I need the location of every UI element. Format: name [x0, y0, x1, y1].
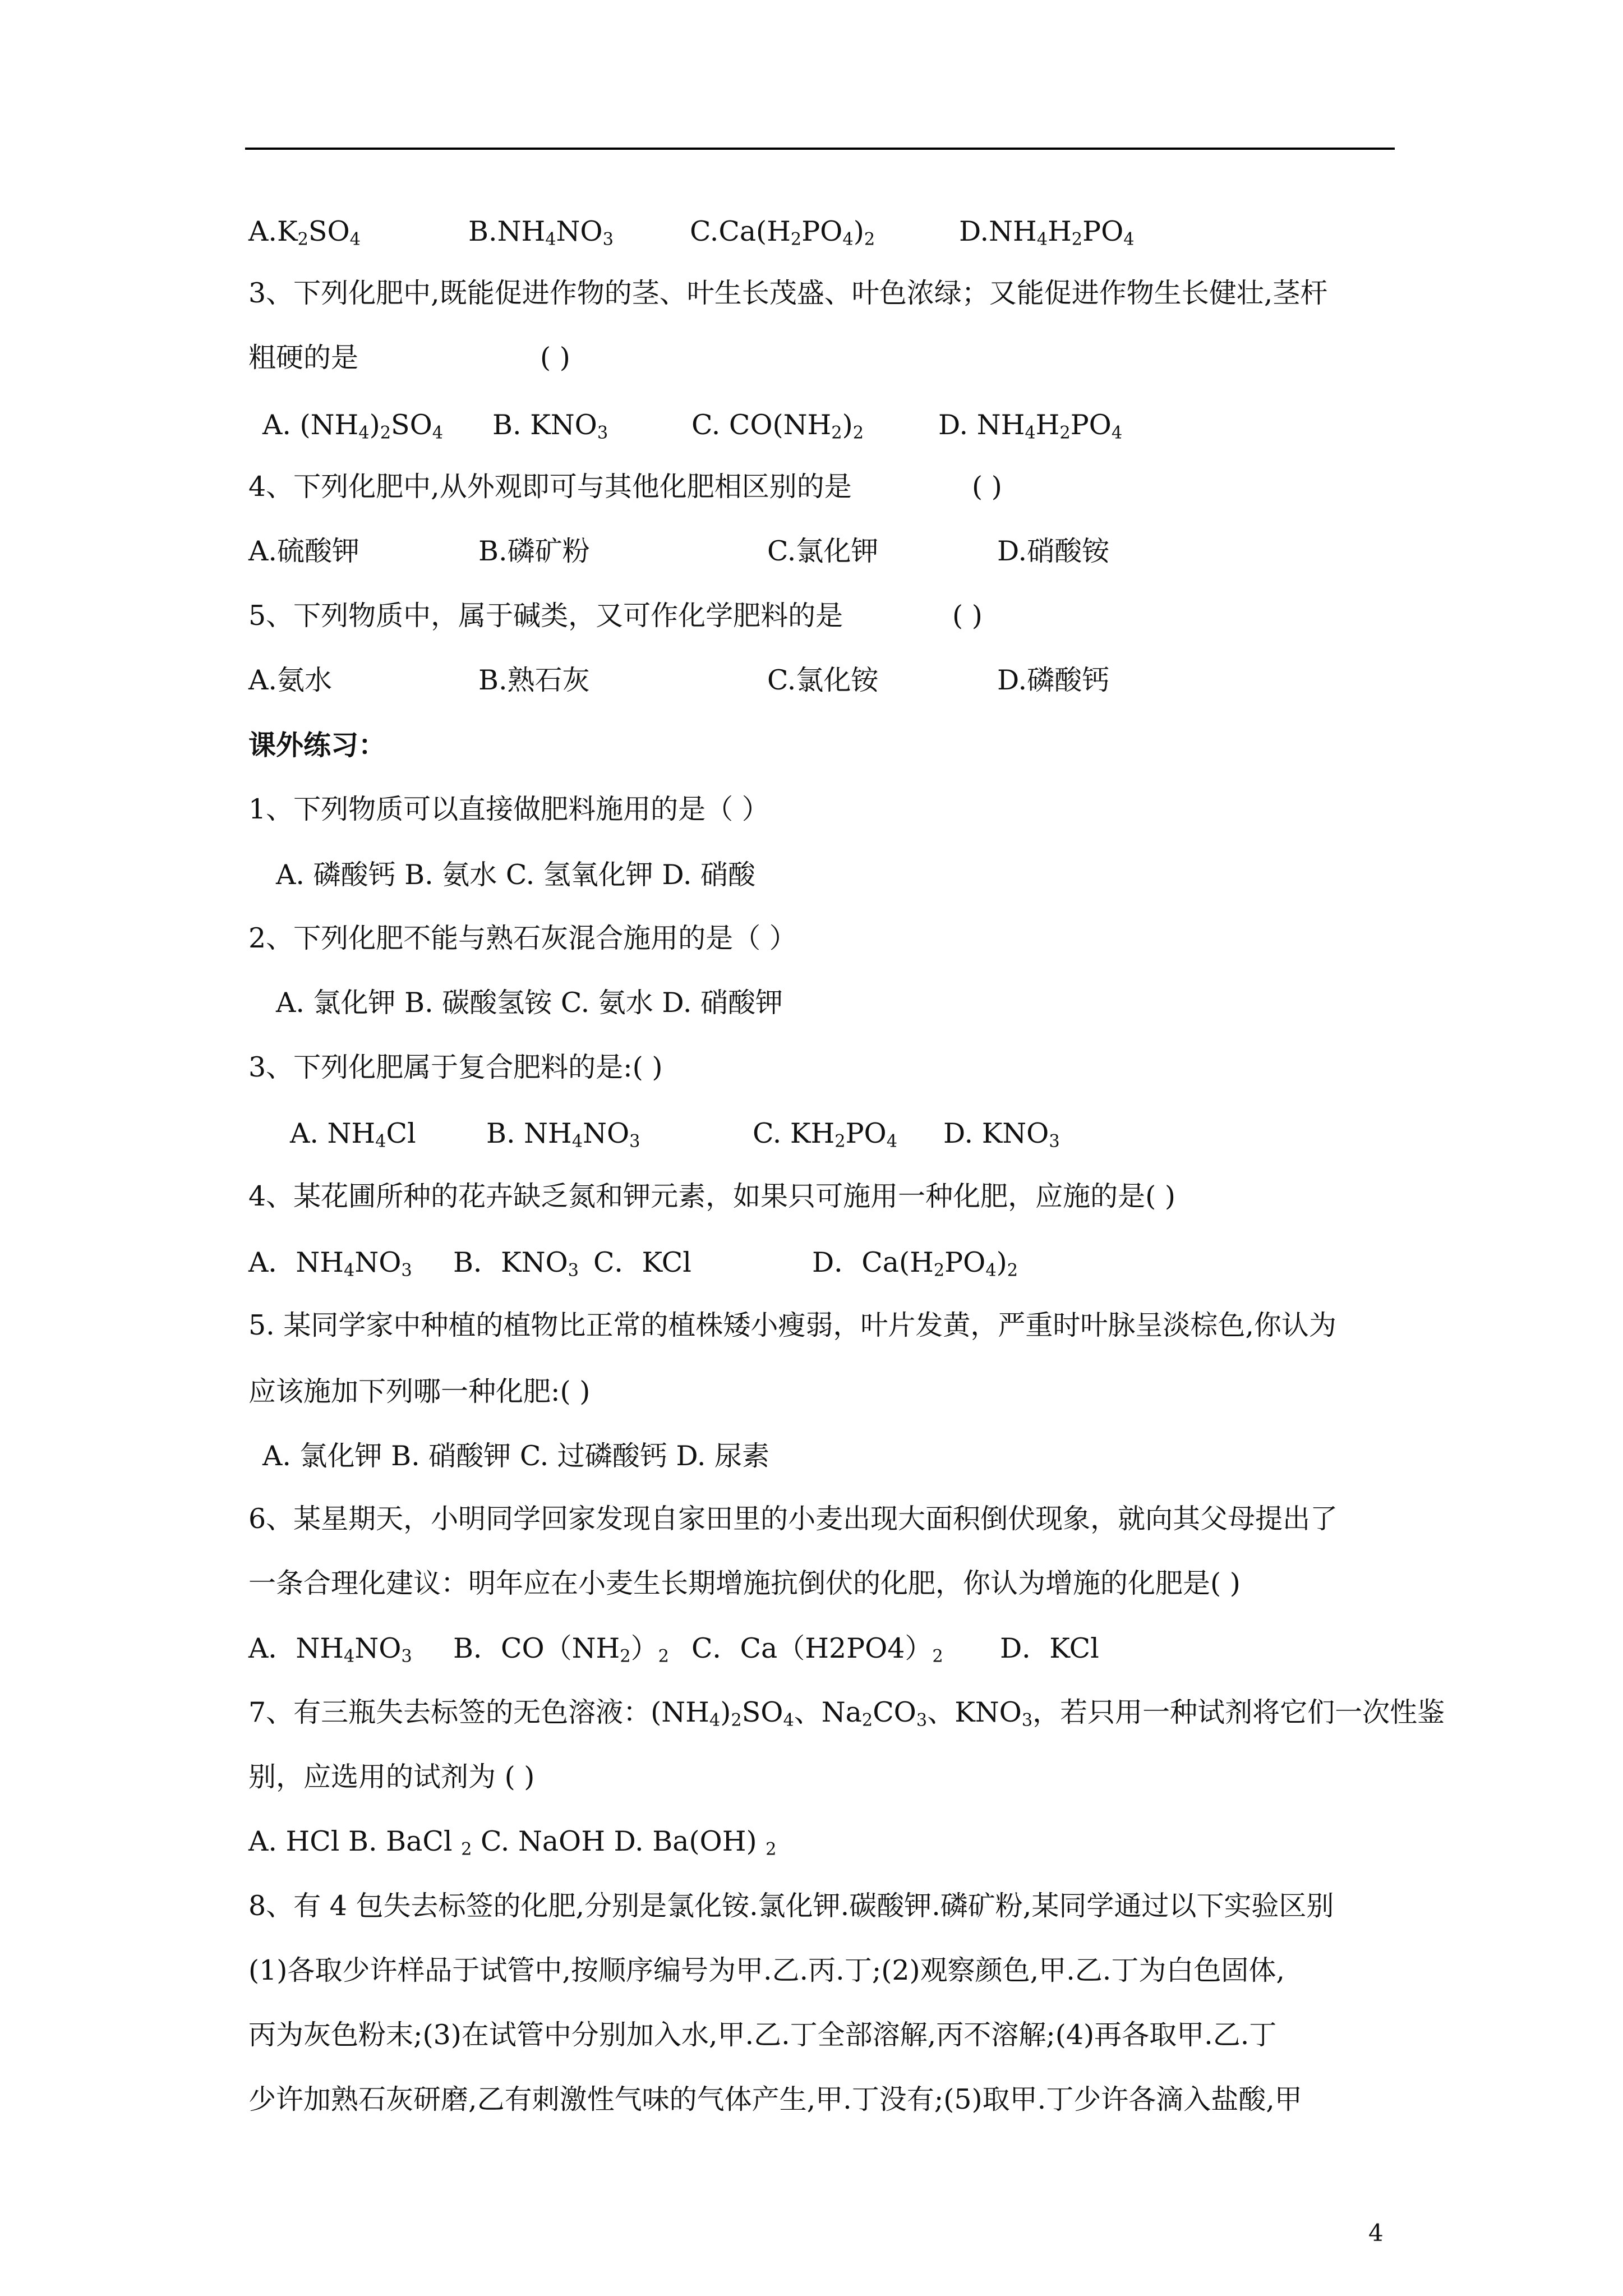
exercise-5-text: 5. 某同学家中种植的植物比正常的植株矮小瘦弱，叶片发黄，严重时叶脉呈淡棕色,你认为: [248, 1309, 1336, 1341]
option-d: $D.NH_4H_2PO_4$: [959, 215, 1135, 250]
options-c-d: C. NaOH D. Ba(OH) $_2$: [472, 1825, 777, 1860]
option-c: C.氯化铵: [767, 664, 879, 696]
option-d: D. $KNO_3$: [943, 1117, 1060, 1152]
option-b: B. $KNO_3$: [492, 409, 608, 443]
question-4-text: 4、下列化肥中,从外观即可与其他化肥相区别的是 ( ): [248, 468, 852, 505]
option-d: D. $NH_4H_2PO_4$: [938, 409, 1123, 443]
option-c: C. $CO(NH_2)_2$: [691, 409, 864, 443]
exercise-5-options: A. 氯化钾 B. 硝酸钾 C. 过磷酸钙 D. 尿素: [262, 1440, 770, 1472]
exercise-6-text-cont: 一条合理化建议：明年应在小麦生长期增施抗倒伏的化肥，你认为增施的化肥是( ): [248, 1567, 1241, 1599]
question-5-text: 5、下列物质中，属于碱类，又可作化学肥料的是 ( ): [248, 597, 843, 634]
options-a-b: A. HCl B. BaCl $_2$: [248, 1825, 472, 1860]
option-d: D．$Ca(H_2PO_4)_2$: [812, 1246, 1018, 1281]
exercise-5-text-cont: 应该施加下列哪一种化肥:( ): [248, 1375, 591, 1407]
option-c: C.氯化钾: [767, 535, 879, 567]
option-b: B.磷矿粉: [478, 535, 590, 567]
exercise-2-options: A. 氯化钾 B. 碳酸氢铵 C. 氨水 D. 硝酸钾: [276, 987, 783, 1019]
option-a: $A.K_2SO_4$: [248, 215, 361, 250]
exercise-8-text: 8、有 4 包失去标签的化肥,分别是氯化铵.氯化钾.碳酸钾.磷矿粉,某同学通过以下实验区别: [248, 1890, 1334, 1922]
option-c: C. $KH_2PO_4$: [753, 1117, 898, 1152]
option-c: $C.Ca(H_2PO_4)_2$: [690, 215, 875, 250]
page-number: 4: [1368, 2219, 1384, 2247]
answer-blank: ( ): [952, 600, 983, 632]
option-b: B. $NH_4NO_3$: [486, 1117, 640, 1152]
question-3-text: 3、下列化肥中,既能促进作物的茎、叶生长茂盛、叶色浓绿；又能促进作物生长健壮,茎杆: [248, 277, 1328, 309]
exercise-8-text-cont-3: 少许加熟石灰研磨,乙有刺激性气味的气体产生,甲.丁没有;(5)取甲.丁少许各滴入盐酸,甲: [248, 2083, 1302, 2115]
option-b: B．$KNO_3$: [453, 1246, 579, 1281]
option-b: B.熟石灰: [478, 664, 590, 696]
exercise-8-text-cont-1: (1)各取少许样品于试管中,按顺序编号为甲.乙.丙.丁;(2)观察颜色,甲.乙.丁为白色固体,: [248, 1954, 1285, 1986]
exercise-7-text: 7、有三瓶失去标签的无色溶液：$(NH_4)_2SO_4$、$Na_2CO_3$、$KNO_3$，若只用一种试剂将它们一次性鉴: [248, 1696, 1445, 1731]
option-a: A.硫酸钾: [248, 535, 359, 567]
exercise-2-text: 2、下列化肥不能与熟石灰混合施用的是（ ）: [248, 922, 797, 954]
option-a: A．$NH_4NO_3$: [248, 1246, 412, 1281]
header-rule: [245, 148, 1395, 150]
question-3-text-cont: 粗硬的是 ( ): [248, 339, 358, 376]
option-c: C．KCl: [593, 1246, 691, 1278]
section-heading: 课外练习：: [248, 729, 386, 761]
exercise-8-text-cont-2: 丙为灰色粉末;(3)在试管中分别加入水,甲.乙.丁全部溶解,丙不溶解;(4)再各取甲.乙.丁: [248, 2019, 1277, 2051]
option-a: A. $(NH_4)_2SO_4$: [262, 409, 444, 443]
exercise-3-text: 3、下列化肥属于复合肥料的是:( ): [248, 1051, 663, 1083]
answer-blank: ( ): [540, 342, 570, 374]
option-b: $B.NH_4NO_3$: [468, 215, 614, 250]
exercise-6-text: 6、某星期天，小明同学回家发现自家田里的小麦出现大面积倒伏现象，就向其父母提出了: [248, 1503, 1338, 1535]
answer-blank: ( ): [972, 471, 1002, 503]
option-b: B．$CO(NH_2)_2$: [453, 1632, 669, 1667]
exercise-7-text-cont: 别，应选用的试剂为 ( ): [248, 1761, 535, 1793]
option-d: D．KCl: [1000, 1632, 1099, 1664]
exercise-4-text: 4、某花圃所种的花卉缺乏氮和钾元素，如果只可施用一种化肥，应施的是( ): [248, 1180, 1175, 1212]
option-a: A.氨水: [248, 664, 332, 696]
option-d: D.磷酸钙: [997, 664, 1110, 696]
option-a: A. $NH_4Cl$: [290, 1117, 416, 1152]
exercise-1-text: 1、下列物质可以直接做肥料施用的是（ ）: [248, 793, 769, 825]
option-d: D.硝酸铵: [997, 535, 1110, 567]
option-a: A．$NH_4NO_3$: [248, 1632, 412, 1667]
exercise-7-options: [248, 1823, 776, 1860]
option-c: C．$Ca(H2PO4)_2$: [691, 1632, 943, 1667]
exercise-1-options: A. 磷酸钙 B. 氨水 C. 氢氧化钾 D. 硝酸: [276, 859, 756, 891]
